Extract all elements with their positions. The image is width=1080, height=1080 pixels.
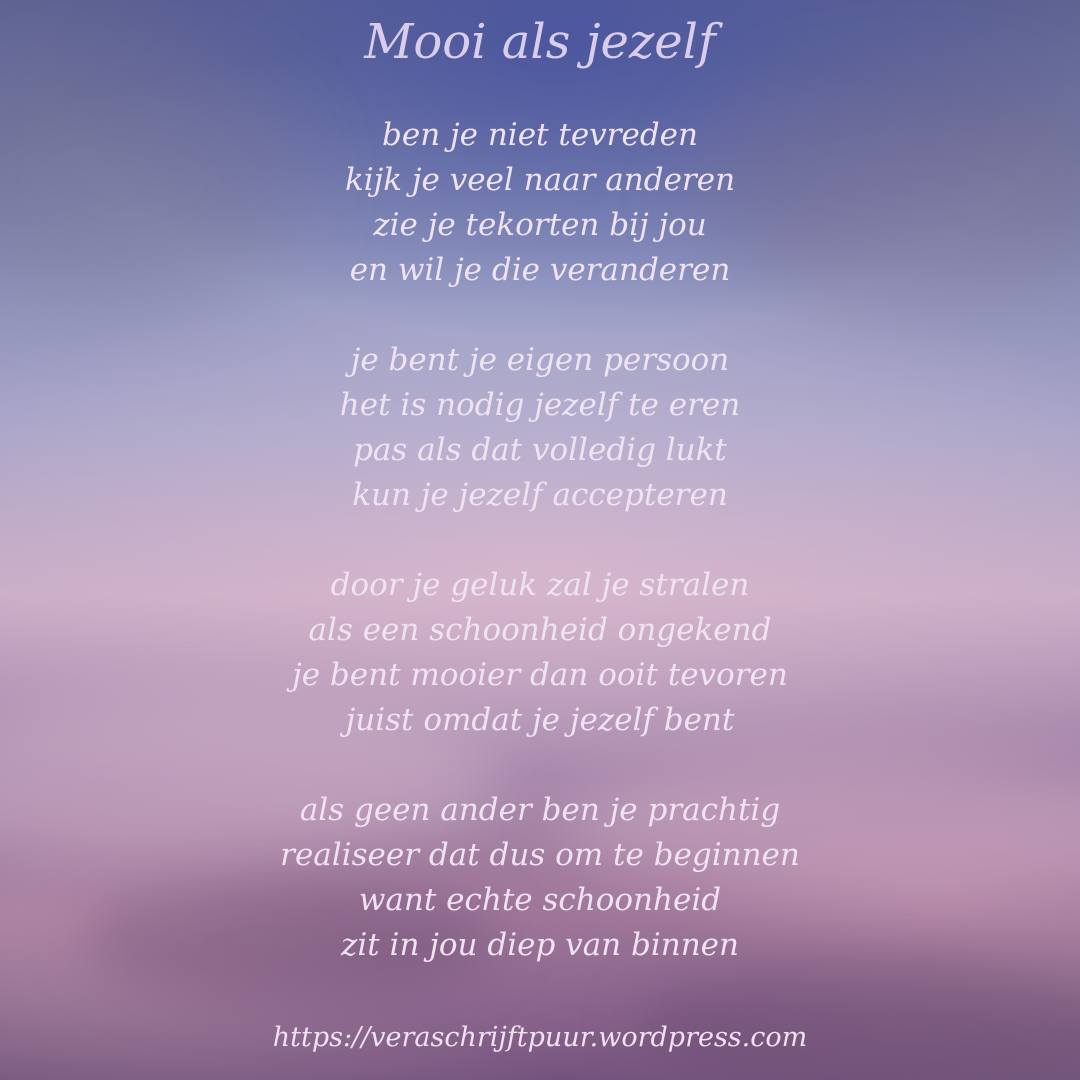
poem-line: pas als dat volledig lukt	[353, 432, 727, 468]
poem-line: kun je jezelf accepteren	[352, 477, 728, 513]
poem-line: ben je niet tevreden	[382, 117, 698, 153]
poem-line: juist omdat je jezelf bent	[345, 702, 735, 738]
poem-line: realiseer dat dus om te beginnen	[280, 837, 800, 873]
poem-line: als geen ander ben je prachtig	[299, 792, 781, 828]
poem-line: zit in jou diep van binnen	[340, 927, 739, 963]
poem-line: door je geluk zal je stralen	[330, 567, 750, 603]
poem-title: Mooi als jezelf	[364, 14, 716, 70]
stanza-4	[0, 788, 1080, 968]
poem-line: zie je tekorten bij jou	[373, 207, 707, 243]
stanza-1	[0, 113, 1080, 293]
poem-line: kijk je veel naar anderen	[344, 162, 736, 198]
poem-line: het is nodig jezelf te eren	[339, 387, 741, 423]
poem-line: je bent mooier dan ooit tevoren	[292, 657, 788, 693]
poem-line: als een schoonheid ongekend	[308, 612, 772, 648]
footer-url: https://veraschrijftpuur.wordpress.com	[272, 1022, 808, 1053]
stanza-3	[0, 563, 1080, 743]
poem-line: want echte schoonheid	[358, 882, 722, 918]
poem-line: en wil je die veranderen	[349, 252, 731, 288]
stanza-2	[0, 338, 1080, 518]
poem-line: je bent je eigen persoon	[350, 342, 730, 378]
